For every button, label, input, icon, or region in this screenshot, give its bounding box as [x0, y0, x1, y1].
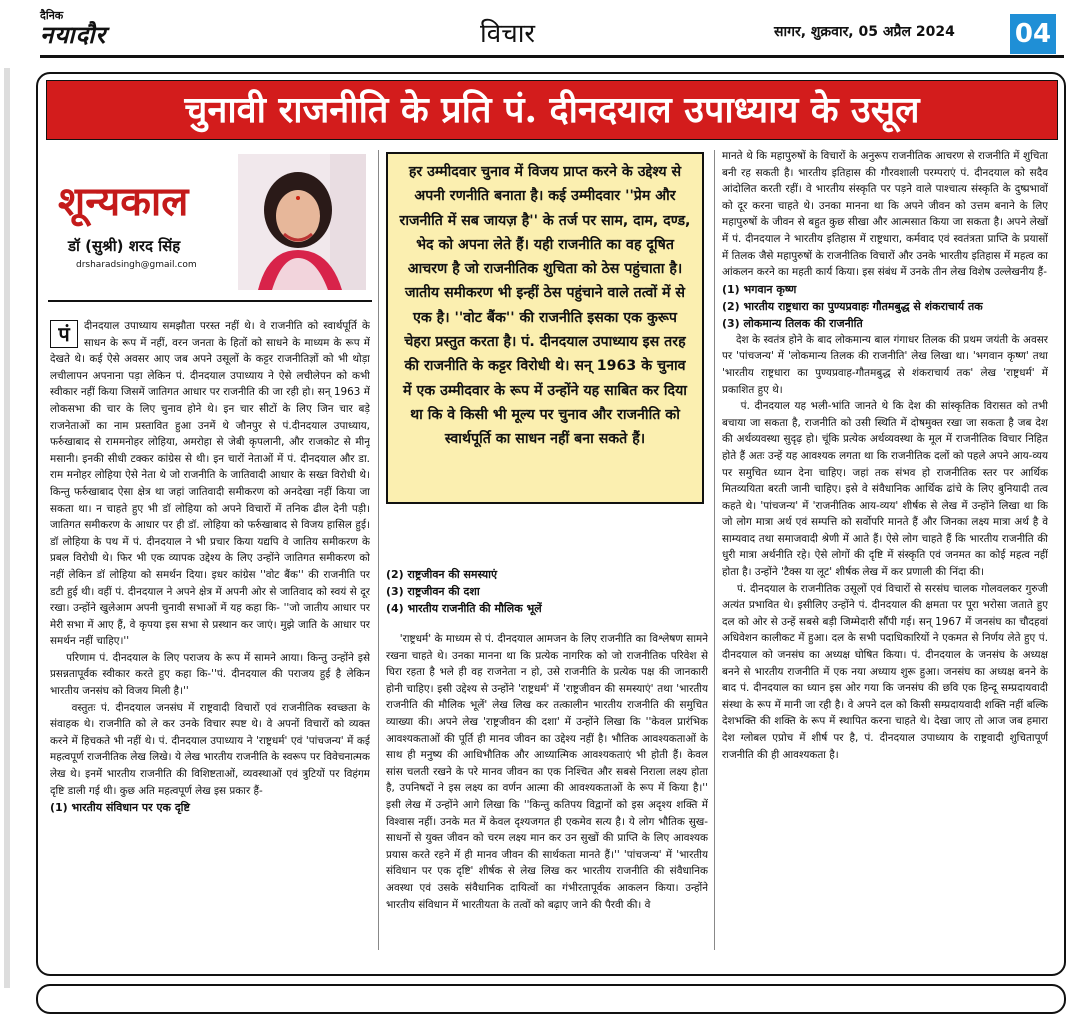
paragraph: 'राष्ट्रधर्म' के माध्यम से पं. दीनदयाल आमजन के लिए राजनीति का विश्लेषण सामने रखना चाहते थे। उनका मानना था कि प्रत्येक नागरिक को जो राजनीतिक परिवेश से घिरा रहता है भले ही वह राजनेता न हो, उसे राजनीति के प्रत्येक पक्ष की जानकारी होनी चाहिए। इसी उद्देश्य से उन्होंने 'राष्ट्रधर्म' में 'राष्ट्रजीवन की समस्याएं' तथा 'भारतीय राजनीति की मौलिक भूलें' लेख लिख कर तत्कालीन भारतीय राजनीति की समुचित व्याख्या की। अपने लेख 'राष्ट्रजीवन की दशा' में उन्होंने लिखा कि ''केवल प्रारंभिक आवश्यकताओं की पूर्ति ही मानव जीवन का उद्देश्य नहीं है। भौतिक आवश्यकताओं के साथ ही मनुष्य की आधिभौतिक और आध्यात्मिक आवश्यकताएं भी होती हैं। केवल सांस चलती रखने के परे मानव जीवन का एक निश्चित और सबसे निराला लक्ष्य होता है, उपनिषदों ने इस लक्ष्य का वर्णन आत्मा की आवश्यकताओं के रूप में किया है।'' इसी लेख में उन्होंने आगे लिखा कि ''किन्तु कतिपय विद्वानों को इस अदृश्य शक्ति में विश्वास नहीं। उनके मत में केवल दृश्यजगत ही एकमेव सत्य है। ये लोग भौतिक सुख-साधनों से युक्त जीवन को चरम लक्ष्य मान कर उन सुखों की प्राप्ति के लिए आवश्यक प्रयास करते रहने में ही मानव जीवन की सार्थकता मानते हैं।'' 'पांचजन्य' में 'भारतीय संविधान पर एक दृष्टि' शीर्षक से लेख लिख कर भारतीय राजनीति की संवैधानिक अवस्था एवं उसके संवैधानिक दायित्वों का गंभीरतापूर्वक आकलन किया। उन्होंने भारतीय संविधान में भारतीयता के तत्वों को बढ़ाए जाने की पैरवी की। वे: [386, 633, 708, 911]
list-item: (4) भारतीय राजनीति की मौलिक भूलें: [386, 602, 542, 615]
column-divider: [714, 150, 715, 950]
column-header-rule: [48, 300, 372, 302]
masthead-rule: [40, 55, 1064, 58]
paragraph: दीनदयाल उपाध्याय समझौता परस्त नहीं थे। वे राजनीति को स्वार्थपूर्ति के साधन के रूप में नहीं, वरन जनता के हितों को साधने के माध्यम के रूप में देखते थे। कई ऐसे अवसर आए जब अपने उसूलों के कट्टर राजनीतिज्ञों को भी थोड़ा लचीलापन अपनाना पड़ा लेकिन पं. दीनदयाल उपाध्याय ने ऐसे लचीलेपन को कभी स्वीकार नहीं किया जिसमें जातिगत आधार पर राजनीति की जा रही हो। सन् 1963 में लोकसभा की चार के लिए चुनाव होने थे। इन चार सीटों के लिए जिन चार बड़े राजनेताओं का नाम प्रस्तावित हुआ उनमें थे जौनपुर से पं.दीनदयाल उपाध्याय, फर्रुखाबाद से राममनोहर लोहिया, अमरोहा से जेबी कृपलानी, और राजकोट से मीनू मसानी। इनकी सीधी टक्कर कांग्रेस से थी। इन चारों नेताओं में पं. दीनदयाल और डा. राम मनोहर लोहिया ऐसे नेता थे जो राजनीति के जातिवादी आधार के सख्त विरोधी थे। किन्तु फर्रुखाबाद ऐसा क्षेत्र था जहां जातिवादी समीकरण को अनदेखा नहीं किया जा सकता था। न चाहते हुए भी डॉ लोहिया को अपने विचारों में तनिक ढील देनी पड़ी। जातिगत समीकरण के आधार पर ही डॉ. लोहिया को फर्रुखाबाद से विजय हासिल हुई। डॉ लोहिया के पथ में पं. दीनदयाल ने भी प्रचार किया यद्यपि वे जातिय समीकरण के प्रबल विरोधी थे। फिर भी एक व्यापक उद्देश्य के लिए उन्होंने जातिगत समीकरण को नहीं लेकिन डॉ लोहिया को समर्थन दिया। इधर कांग्रेस ''वोट बैंक'' की राजनीति पर डटी हुई थी। वहीं पं. दीनदयाल ने अपने क्षेत्र में अपनी ओर से जातिवाद को स्वयं से दूर रखा। उन्होंने खुलेआम अपनी चुनावी सभाओं में यह कहा कि- ''जो जातीय आधार पर मेरी सभा में आए हैं, वे कृपया इस सभा से प्रस्थान कर जाएं। मुझे जाति के आधार पर समर्थन नहीं चाहिए।'': [50, 320, 370, 648]
list-item: (2) राष्ट्रजीवन की समस्याएं: [386, 568, 498, 581]
column-name: शून्यकाल: [58, 178, 189, 225]
next-article-frame: [36, 984, 1066, 1014]
article-column-3: [722, 148, 1048, 948]
paragraph: देश के स्वतंत्र होने के बाद लोकमान्य बाल गंगाधर तिलक की प्रथम जयंती के अवसर पर 'पांचजन्य' में 'लोकमान्य तिलक की राजनीति' लेख लिखा था। 'भगवान कृष्ण' तथा 'भारतीय राष्ट्रधारा का पुण्यप्रवाह-गौतमबुद्ध से शंकराचार्य तक' लेख 'राष्ट्रधर्म' में प्रकाशित हुए थे।: [722, 333, 1048, 396]
article-headline: चुनावी राजनीति के प्रति पं. दीनदयाल उपाध्याय के उसूल: [46, 80, 1058, 140]
left-scroll-strip: [4, 68, 10, 988]
pull-quote: हर उम्मीदवार चुनाव में विजय प्राप्त करने के उद्देश्य से अपनी रणनीति बनाता है। कई उम्मीदवार ''प्रेम और राजनीति में सब जायज़ है'' के तर्ज पर साम, दाम, दण्ड, भेद को अपना लेते हैं। यही राजनीति का वह दूषित आचरण है जो राजनीतिक शुचिता को ठेस पहुंचाता है। जातीय समीकरण भी इन्हीं ठेस पहुंचाने वाले तत्वों में से एक है। ''वोट बैंक'' की राजनीति इसका एक कुरूप चेहरा प्रस्तुत करता है। पं. दीनदयाल उपाध्याय इस तरह की राजनीति के कट्टर विरोधी थे। सन् 1963 के चुनाव में एक उम्मीदवार के रूप में उन्होंने यह साबित कर दिया था कि वे किसी भी मूल्य पर चुनाव और राजनीति को स्वार्थपूर्ति का साधन नहीं बना सकते हैं।: [386, 152, 704, 504]
author-name: डॉ (सुश्री) शरद सिंह: [68, 237, 181, 255]
author-photo: [238, 154, 366, 290]
logo-big-text: नयादौर: [40, 20, 107, 49]
column-divider: [378, 150, 379, 950]
paragraph: वस्तुतः पं. दीनदयाल जनसंघ में राष्ट्रवादी विचारों एवं राजनीतिक स्वच्छता के संवाहक थे। राजनीति को ले कर उनके विचार स्पष्ट थे। वे अपनों विचारों को व्यक्त करने में हिचकते भी नहीं थे। पं. दीनदयाल उपाध्याय ने 'राष्ट्रधर्म' एवं 'पांचजन्य' में कई महत्वपूर्ण राजनीतिक लेख लिखे। ये लेख भारतीय राजनीति के स्वरूप पर विवेचनात्मक लेख थे। इनमें भारतीय राजनीति की विशिष्टताओं, व्यवस्थाओं एवं त्रुटियों पर विहंगम दृष्टि डाली गई थी। कुछ अति महत्वपूर्ण लेख इस प्रकार हैं-: [50, 701, 370, 797]
dateline: सागर, शुक्रवार, 05 अप्रैल 2024: [774, 24, 955, 40]
paragraph: पं. दीनदयाल के राजनीतिक उसूलों एवं विचारों से सरसंघ चालक गोलवलकर गुरुजी अत्यंत प्रभावित थे। इसीलिए उन्होंने पं. दीनदयाल की क्षमता पर पूरा भरोसा जताते हुए दल को ओर से उन्हें सबसे बड़ी जिम्मेदारी सौंपी गई। सन् 1967 में जनसंघ का चौदहवां अधिवेशन कालीकट में हुआ। दल के सभी पदाधिकारियों ने एकमत से निर्णय लेते हुए पं. दीनदयाल को जनसंघ का अध्यक्ष घोषित किया। पं. दीनदयाल के जनसंघ के अध्यक्ष बनने से भारतीय राजनीति में एक नया अध्याय शुरू हुआ। जनसंघ का अध्यक्ष बनने के बाद पं. दीनदयाल का ध्यान इस ओर गया कि जनसंघ की छवि एक हिन्दू सम्प्रदायवादी संस्था के रूप में मानी जा रही है। वे अपने दल को किसी सम्प्रदायवादी शक्ति नहीं बल्कि देशभक्ति की शक्ति के रूप में स्थापित करना चाहते थे। देखा जाए तो आज जब हमारा देश ग्लोबल एप्रोच में शीर्ष पर है, पं. दीनदयाल उपाध्याय के राष्ट्रवादी शुचितापूर्ण राजनीति की ही आवश्यकता है।: [722, 582, 1048, 761]
page-number-badge: 04: [1010, 14, 1056, 54]
list-item: (1) भारतीय संविधान पर एक दृष्टि: [50, 801, 190, 815]
section-title: विचार: [480, 19, 536, 49]
masthead: [0, 0, 1080, 62]
list-item: (3) लोकमान्य तिलक की राजनीति: [722, 316, 863, 330]
paragraph: मानते थे कि महापुरुषों के विचारों के अनुरूप राजनीतिक आचरण से राजनीति में शुचिता बनी रह सकती है। भारतीय इतिहास की गौरवशाली परम्पराएं पं. दीनदयाल को सदैव आंदोलित करती रहीं। वे भारतीय संस्कृति पर पड़ने वाले पाश्चात्य संस्कृति के दुष्प्रभावों को दूर करना चाहते थे। उनका मानना था कि अपने जीवन को उत्तम बनाने के लिए महापुरुषों के जीवन से बहुत कुछ सीखा और आत्मसात किया जा सकता है। अपने लेखों में पं. दीनदयाल ने भारतीय इतिहास में राष्ट्रधारा, कर्मवाद एवं स्वतंत्रता प्राप्ति के प्रयासों में तिलक जैसे महापुरुषों के राजनीतिक विचारों और उनके भारतीय इतिहास में महत्व का आंकलन करने का महती कार्य किया। इस संबंध में उनके तीन लेख विशेष उल्लेखनीय हैं-: [722, 150, 1048, 279]
paragraph: परिणाम पं. दीनदयाल के लिए पराजय के रूप में सामने आया। किन्तु उन्होंने इसे प्रसन्नतापूर्वक स्वीकार करते हुए कहा कि-''पं. दीनदयाल की पराजय हुई है लेकिन भारतीय जनसंघ को विजय मिली है।'': [50, 651, 370, 698]
article-column-1: [50, 318, 370, 938]
list-item: (2) भारतीय राष्ट्रधारा का पुण्यप्रवाहः गौतमबुद्ध से शंकराचार्य तक: [722, 299, 983, 313]
list-item: (1) भगवान कृष्ण: [722, 282, 797, 296]
drop-cap: पं: [50, 320, 78, 348]
paragraph: पं. दीनदयाल यह भली-भांति जानते थे कि देश की सांस्कृतिक विरासत को तभी बचाया जा सकता है, राजनीति को उसी स्थिति में दोषमुक्त रखा जा सकता है जब देश की अर्थव्यवस्था सुदृढ़ हो। चूंकि प्रत्येक अर्थव्यवस्था के मूल में राजनीतिक विचार निहित होते हैं अतः उन्हें यह आवश्यक लगता था कि राजनीतिक दलों को पहले अपने आय-व्यय पर समुचित ध्यान देना चाहिए। जहां तक संभव हो राजनीतिक स्तर पर आर्थिक मितव्ययिता बरती जानी चाहिए। इसे वे संवैधानिक आर्थिक ढांचे के लिए बुनियादी तत्व कहते थे। 'पांचजन्य' में 'राजनीतिक आय-व्यय' शीर्षक से लेख में उन्होंने लिखा था कि जो लोग मात्रा अर्थ एवं सम्पत्ति को सर्वोपरि मानते हैं और जिनका लक्ष्य मात्रा अर्थ है वे साम्यवाद तथा समाजवादी श्रेणी में आते हैं। ऐसे लोग चाहते हैं कि भारतीय राजनीति की धुरी मात्रा अर्थनीति रहे। ऐसे लोगों की दृष्टि में संस्कृति एवं जनमत का कोई महत्व नहीं होता है। उन्होंने 'टैक्स या लूट' शीर्षक लेख में कर प्रणाली की निंदा की।: [722, 400, 1048, 579]
author-email: drsharadsingh@gmail.com: [76, 260, 197, 270]
column-header: [48, 150, 372, 302]
article-column-2: [386, 566, 708, 946]
logo-small-text: दैनिक: [40, 9, 64, 22]
list-item: (3) राष्ट्रजीवन की दशा: [386, 585, 480, 598]
